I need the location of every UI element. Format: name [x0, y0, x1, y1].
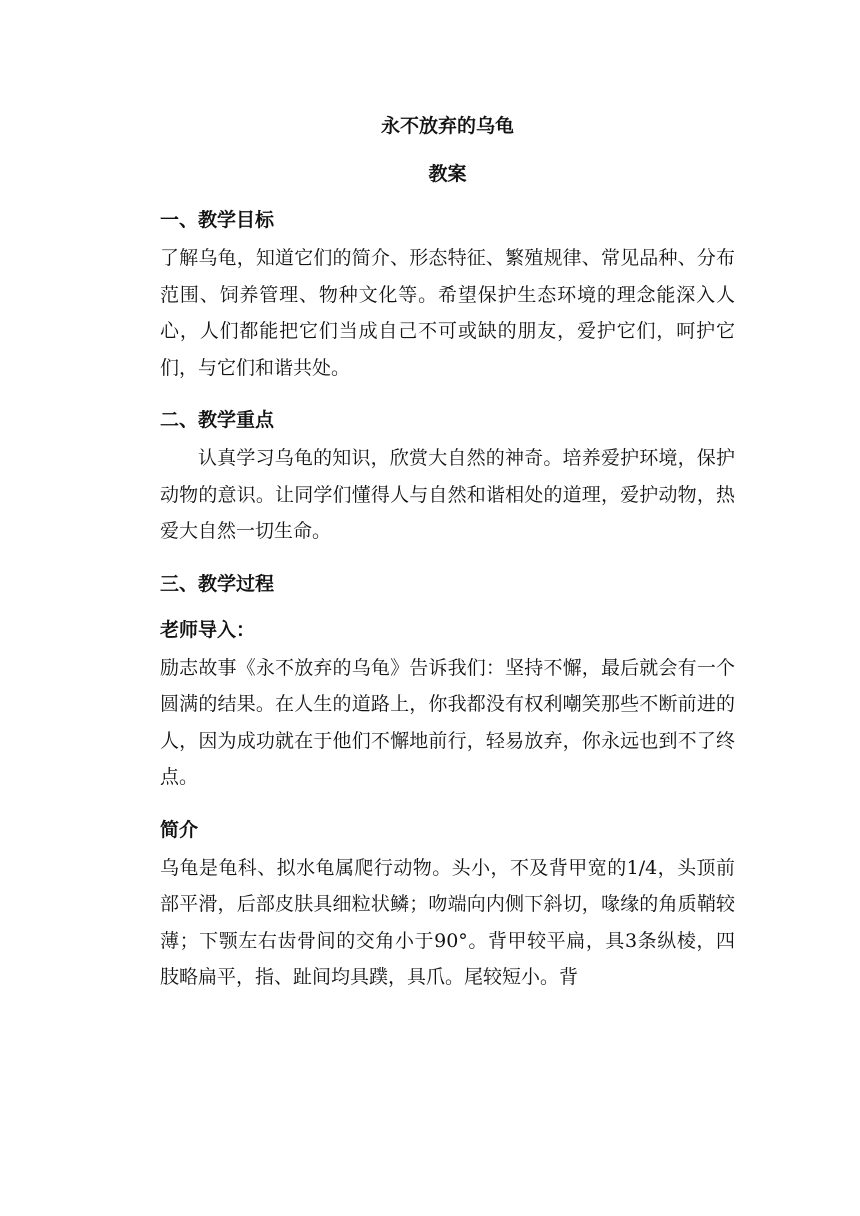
section-heading-overview: 简介	[160, 818, 199, 841]
section-text-intro: 励志故事《永不放弃的乌龟》告诉我们：坚持不懈，最后就会有一个圆满的结果。在人生的道路上，你我都没有权利嘲笑那些不断前进的人，因为成功就在于他们不懈地前行，轻易放弃，你永远也到不了终点。	[160, 656, 735, 788]
section-heading-intro: 老师导入：	[160, 618, 256, 641]
document-title: 永不放弃的乌龟	[380, 115, 514, 137]
section-heading-objectives: 一、教学目标	[160, 209, 275, 231]
document-page	[160, 110, 735, 996]
document-subtitle: 教案	[428, 163, 467, 185]
section-heading-key-points: 二、教学重点	[160, 409, 275, 431]
section-heading-process: 三、教学过程	[160, 572, 275, 595]
section-text-overview: 乌龟是龟科、拟水龟属爬行动物。头小，不及背甲宽的1/4，头顶前部平滑，后部皮肤具细粒状鳞；吻端向内侧下斜切，喙缘的角质鞘较薄；下颚左右齿骨间的交角小于90°。背甲较平扁，具3条纵棱，四肢略扁平，指、趾间均具蹼，具爪。尾较短小。背	[160, 856, 735, 988]
section-text-key-points: 认真学习乌龟的知识，欣赏大自然的神奇。培养爱护环境，保护动物的意识。让同学们懂得人与自然和谐相处的道理，爱护动物，热爱大自然一切生命。	[160, 447, 735, 542]
section-text-objectives: 了解乌龟，知道它们的简介、形态特征、繁殖规律、常见品种、分布范围、饲养管理、物种文化等。希望保护生态环境的理念能深入人心，人们都能把它们当成自己不可或缺的朋友，爱护它们，呵护它们，与它们和谐共处。	[160, 247, 735, 379]
